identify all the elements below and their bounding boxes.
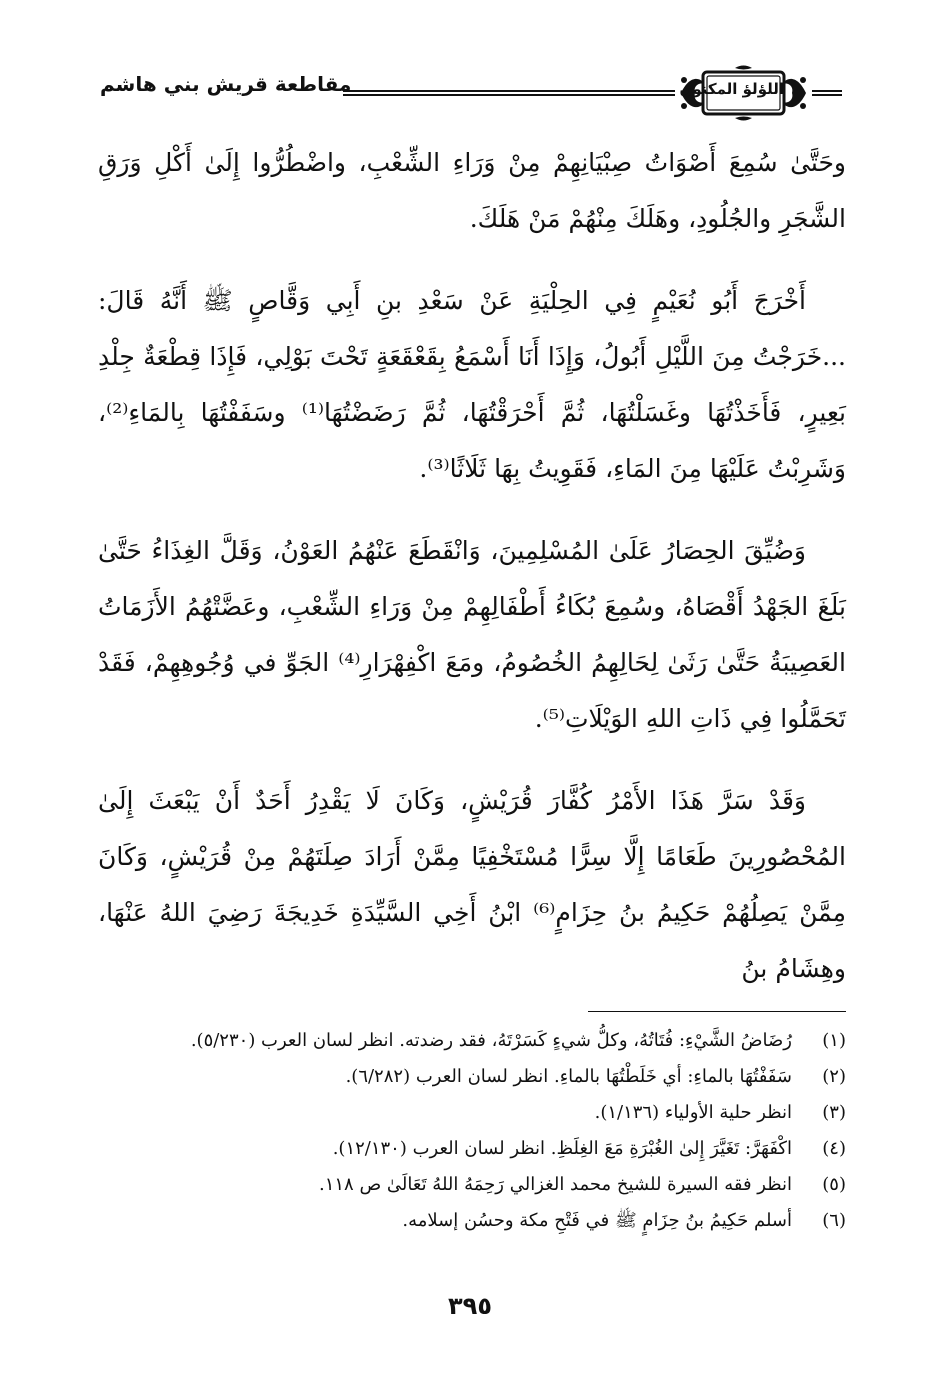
footnote-number: (١) xyxy=(822,1030,846,1051)
footnote xyxy=(98,1203,846,1239)
footnotes xyxy=(98,1023,846,1239)
paragraph: أَخْرَجَ أَبُو نُعَيْمٍ فِي الحِلْيَةِ عَنْ سَعْدِ بنِ أَبِي وَقَّاصٍ ﷺ أَنَّهُ قَالَ: ...خَرَجْتُ مِنَ اللَّيْلِ أَبُولُ، وَإِذَا أَنَا أَسْمَعُ بِقَعْقَعَةٍ تَحْتَ بَوْلِي، فَإِذَا قِطْعَةٌ جِلْدِ بَعِيرٍ، فَأَخَذْتُهَا وغَسَلْتُهَا، ثُمَّ أَحْرَقْتُهَا، ثُمَّ رَضَضْتُهَا⁽¹⁾ وسَفَفْتُهَا بِالمَاءِ⁽²⁾، وَشَرِبْتُ عَلَيْهَا مِنَ المَاءِ، فَقَوِيتُ بِهَا ثَلَاثًا⁽³⁾. xyxy=(98,286,846,483)
footnote xyxy=(98,1131,846,1167)
main-text xyxy=(98,135,846,997)
footnote-text: اكْفَهَرَّ: تَغَيَّرَ إِلىٰ الغُبْرَةِ مَعَ الغِلَظِ. انظر لسان العرب (١٢/١٣٠). xyxy=(332,1138,792,1159)
footnote xyxy=(98,1095,846,1131)
paragraph: وحَتَّىٰ سُمِعَ أَصْوَاتُ صِبْيَانِهِمْ مِنْ وَرَاءِ الشِّعْبِ، واضْطُرُّوا إِلَىٰ أَكْلِ وَرَقِ الشَّجَرِ والجُلُودِ، وهَلَكَ مِنْهُمْ مَنْ هَلَكَ. xyxy=(98,148,846,233)
footnote-separator xyxy=(588,1011,846,1012)
footnote xyxy=(98,1059,846,1095)
section-title: مقاطعة قريش بني هاشم xyxy=(100,72,352,96)
page-number: ٣٩٥ xyxy=(448,1292,492,1320)
header-double-rule-left xyxy=(343,90,675,96)
running-header xyxy=(100,58,840,130)
book-title: اللؤلؤ المكنون xyxy=(679,80,784,98)
footnote-number: (٥) xyxy=(822,1174,846,1195)
footnote-number: (٤) xyxy=(822,1138,846,1159)
footnote-text: سَفَفْتُهَا بالماءِ: أي خَلَطْتُهَا بالماءِ. انظر لسان العرب (٦/٢٨٢). xyxy=(345,1066,792,1087)
footnote-number: (٢) xyxy=(822,1066,846,1087)
paragraph: وَضُيِّقَ الحِصَارُ عَلَىٰ المُسْلِمِينَ، وَانْقَطَعَ عَنْهُمُ العَوْنُ، وَقَلَّ الغِذَاءُ حَتَّىٰ بَلَغَ الجَهْدُ أَقْصَاهُ، وسُمِعَ بُكَاءُ أَطْفَالِهِمْ مِنْ وَرَاءِ الشِّعْبِ، وعَضَّتْهُمُ الأَزَمَاتُ العَصِيبَةُ حَتَّىٰ رَثَىٰ لِحَالِهِمُ الخُصُومُ، ومَعَ اكْفِهْرَارِ⁽⁴⁾ الجَوِّ في وُجُوهِهِمْ، فَقَدْ تَحَمَّلُوا فِي ذَاتِ اللهِ الوَيْلَاتِ⁽⁵⁾. xyxy=(98,536,846,733)
footnote-text: انظر فقه السيرة للشيخ محمد الغزالي رَحِمَهُ اللهُ تَعَالَىٰ ص ١١٨. xyxy=(318,1174,792,1195)
footnote-text: رُضَاضُ الشَّيْءِ: فُتَاتُهُ، وكلُّ شيءٍ كَسَرْتَهُ، فقد رضدته. انظر لسان العرب (٥/٢٣٠). xyxy=(190,1030,792,1051)
footnote-text: أسلم حَكِيمُ بنُ حِزَامٍ ﷺ في فَتْحِ مكة وحسُن إسلامه. xyxy=(402,1210,792,1231)
footnote xyxy=(98,1023,846,1059)
footnote xyxy=(98,1167,846,1203)
footnote-number: (٦) xyxy=(822,1210,846,1231)
footnote-number: (٣) xyxy=(822,1102,846,1123)
paragraph: وَقَدْ سَرَّ هَذَا الأَمْرُ كُفَّارَ قُرَيْشٍ، وَكَانَ لَا يَقْدِرُ أَحَدٌ أَنْ يَبْعَثَ إِلَىٰ المُحْصُورِينَ طَعَامًا إِلَّا سِرًّا مُسْتَخْفِيًا مِمَّنْ أَرَادَ صِلَتَهُمْ مِنْ قُرَيْشٍ، وَكَانَ مِمَّنْ يَصِلُهُمْ حَكِيمُ بنُ حِزَامٍ⁽⁶⁾ ابْنُ أَخِي السَّيِّدَةِ خَدِيجَةَ رَضِيَ اللهُ عَنْهَا، وهِشَامُ بنُ xyxy=(98,786,847,983)
header-double-rule-right xyxy=(812,90,842,96)
footnote-text: انظر حلية الأولياء (١/١٣٦). xyxy=(594,1102,792,1123)
